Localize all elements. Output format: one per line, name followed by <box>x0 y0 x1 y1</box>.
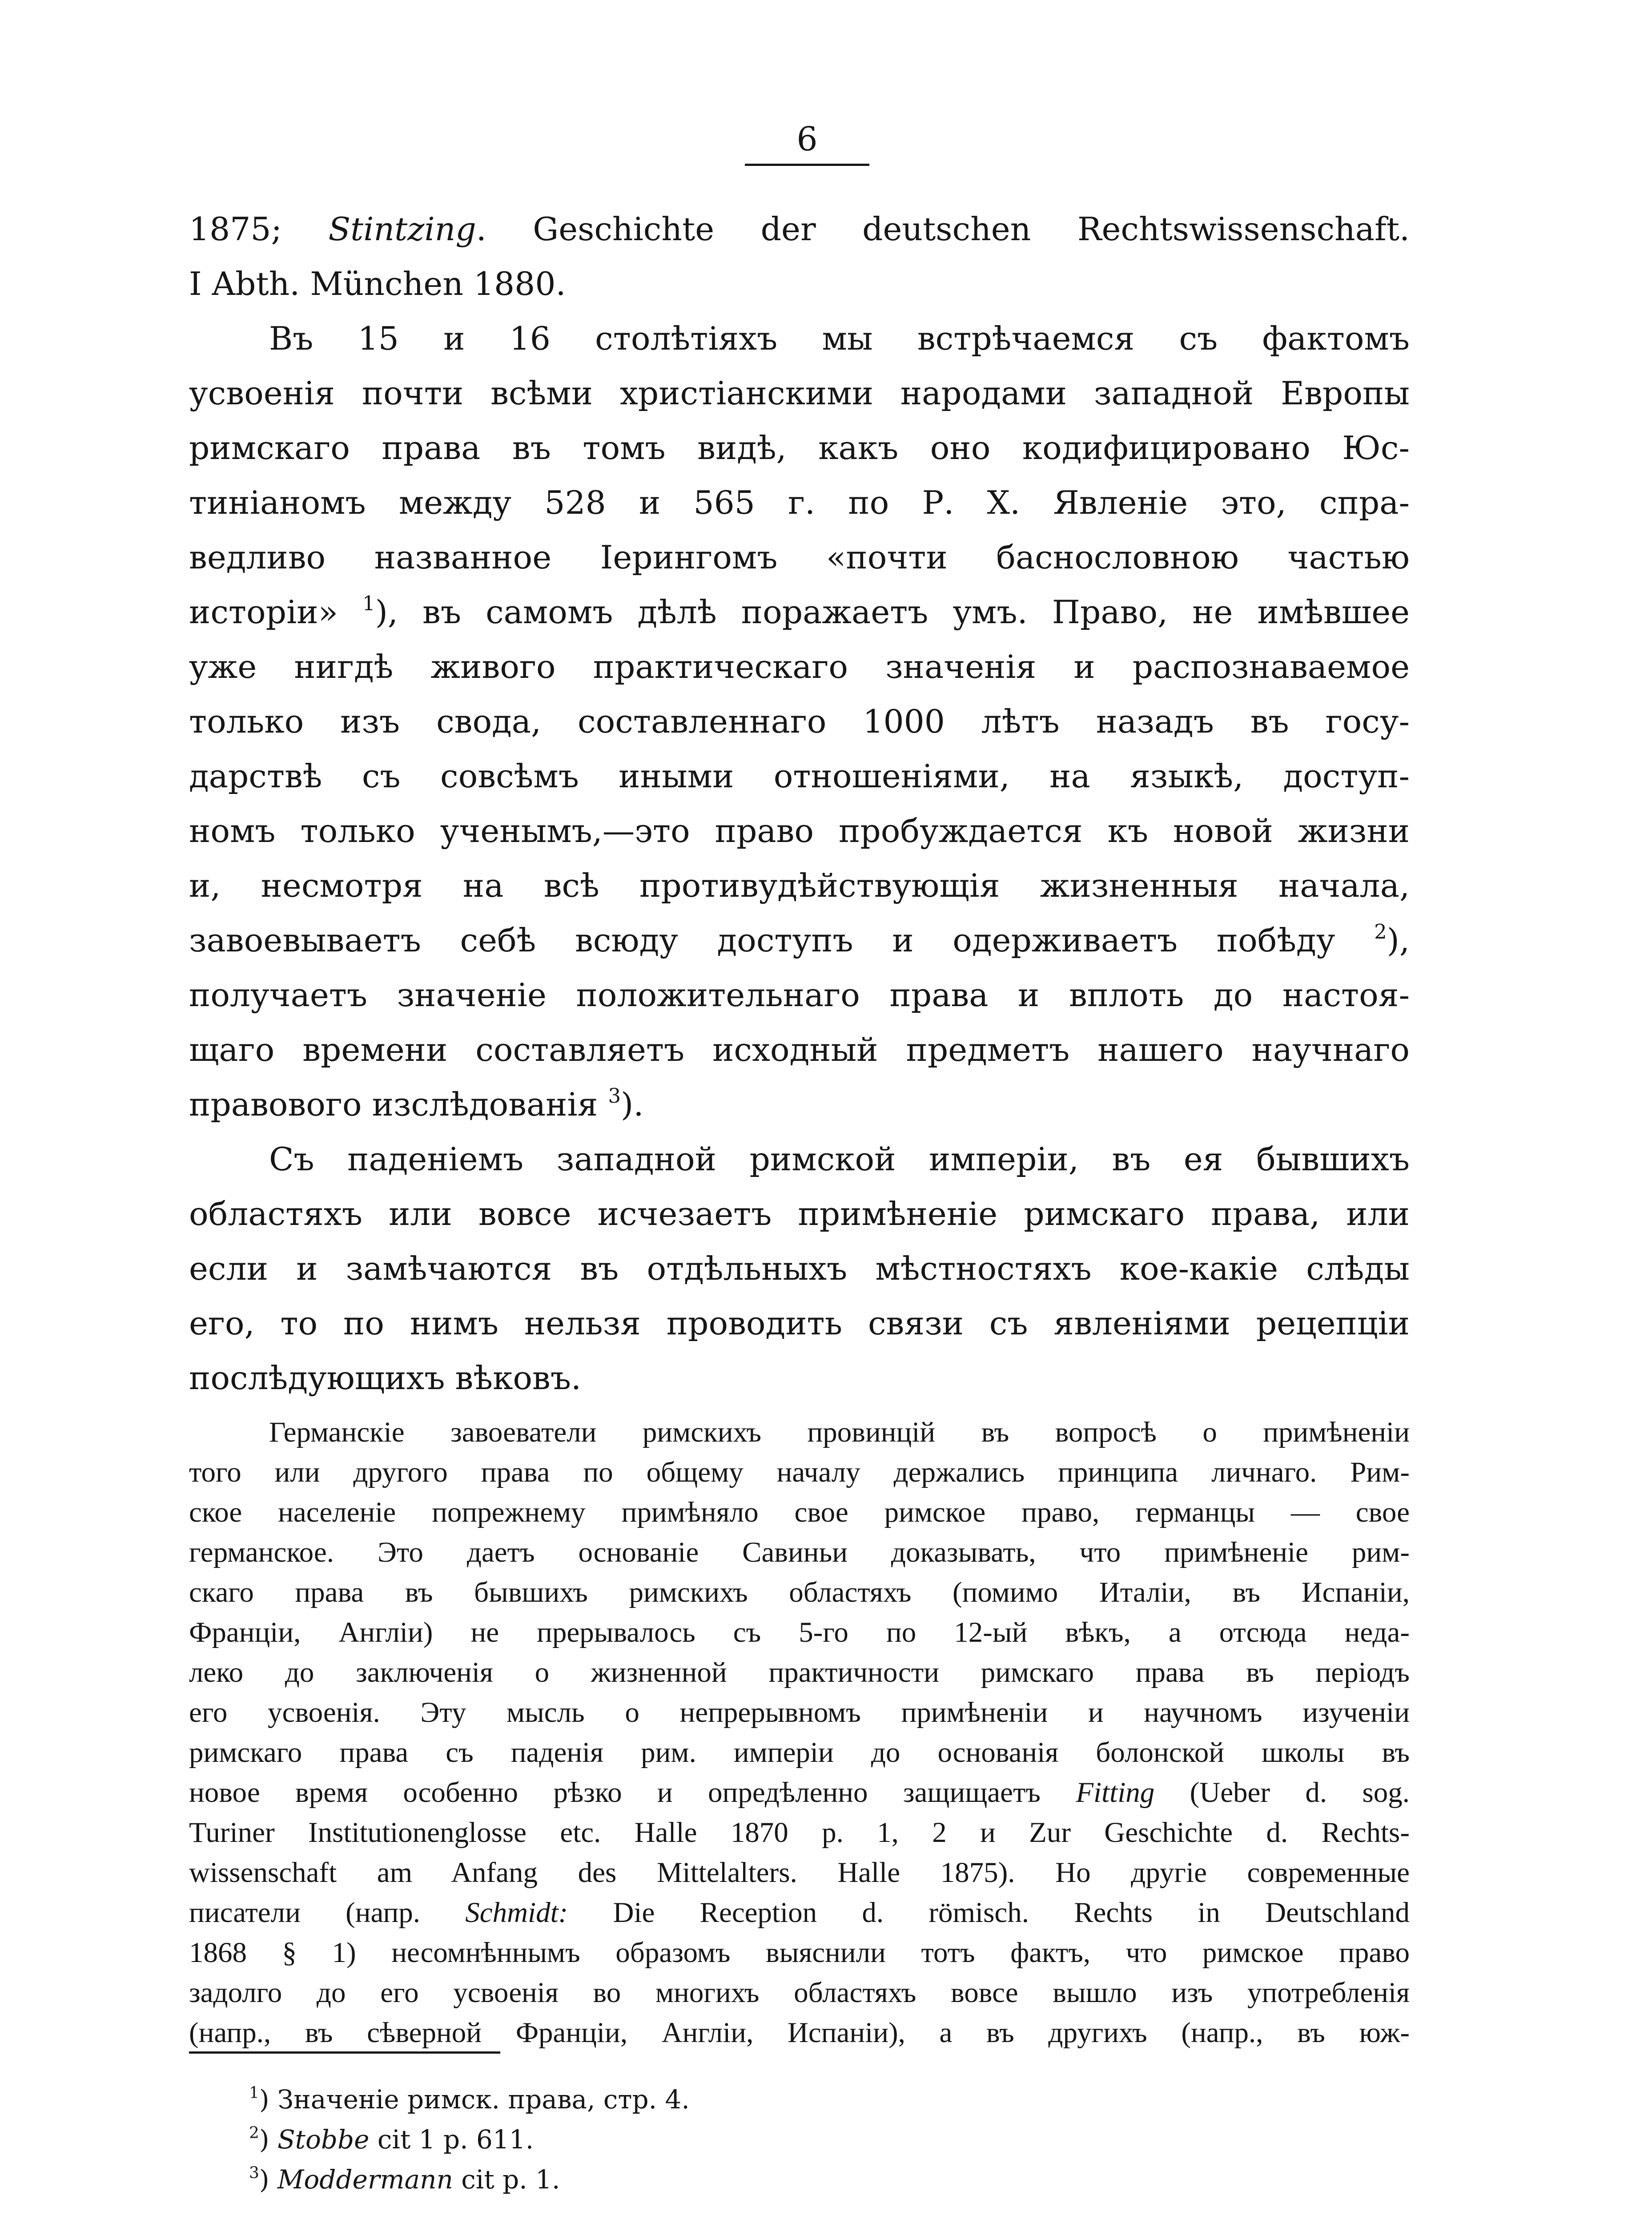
header-rule <box>745 164 869 166</box>
text-line: ское населеніе попрежнему примѣняло свое римское право, германцы — свое <box>189 1496 1410 1528</box>
paragraph-1 <box>189 312 1410 1132</box>
text-line: только изъ свода, составленнаго 1000 лѣтъ назадъ въ госу- <box>189 703 1410 741</box>
footnote-ref: 3 <box>608 1084 621 1108</box>
paragraph-2 <box>189 1132 1410 1406</box>
text-line: его усвоенія. Эту мысль о непрерывномъ примѣненіи и научномъ изученіи <box>189 1696 1410 1728</box>
text-line: правового изслѣдованія $^3$). <box>189 1084 644 1124</box>
text-line: новое время особенно рѣзко и опредѣленно защищаетъ Fitting (Ueber d. sog. <box>189 1777 1410 1809</box>
footnote-ref: 1 <box>362 591 375 615</box>
footnote-block <box>189 1412 1410 2053</box>
text-line: Франціи, Англіи) не прерывалось съ 5-го по 12-ый вѣкъ, а отсюда неда- <box>189 1616 1410 1648</box>
text-line: щаго времени составляетъ исходный предметъ нашего научнаго <box>189 1031 1410 1069</box>
footnote-1: $^1$) Значеніе римск. права, стр. 4. <box>249 2083 690 2115</box>
text-line: римскаго права съ паденія рим. имперіи до основанія болонской школы въ <box>189 1736 1410 1769</box>
text-line: завоевываетъ себѣ всюду доступъ и одерживаетъ побѣду $^2$), <box>189 919 1410 959</box>
text-line: и, несмотря на всѣ противудѣйствующія жизненныя начала, <box>189 867 1410 905</box>
footnote-2: $^2$) Stobbe cit 1 p. 611. <box>249 2123 534 2155</box>
footnotes-rule <box>189 2051 500 2054</box>
text-line: писатели (напр. Schmidt: Die Reception d. römisch. Rechts in Deutschland <box>189 1897 1410 1929</box>
text-line: Въ 15 и 16 столѣтіяхъ мы встрѣчаемся съ фактомъ <box>269 320 1410 358</box>
footnote-3: $^3$) Moddermann cit p. 1. <box>249 2164 560 2195</box>
text-line: (напр., въ сѣверной Франціи, Англіи, Испаніи), а въ другихъ (напр., въ юж- <box>189 2017 1410 2049</box>
author-name: Schmidt: <box>465 1897 568 1929</box>
text-line: 1875; Stintzing. Geschichte der deutschen Rechtswissenschaft. <box>189 211 1410 248</box>
text-line: получаетъ значеніе положительнаго права и вплоть до настоя- <box>189 977 1410 1014</box>
text-line: уже нигдѣ живого практическаго значенія и распознаваемое <box>189 649 1410 686</box>
opening-citation <box>189 202 1410 312</box>
text-line: римскаго права въ томъ видѣ, какъ оно кодифицировано Юс- <box>189 430 1410 467</box>
text-line: леко до заключенія о жизненной практичности римскаго права въ періодъ <box>189 1656 1410 1688</box>
page-number: 6 <box>796 120 818 158</box>
text-line: ведливо названное Іерингомъ «почти баснословною частью <box>189 539 1410 576</box>
text-line: номъ только ученымъ,—это право пробуждается къ новой жизни <box>189 813 1410 850</box>
footnotes <box>249 2079 690 2200</box>
text-line: дарствѣ съ совсѣмъ иными отношеніями, на языкѣ, доступ- <box>189 758 1410 795</box>
text-line: того или другого права по общему началу держались принципа личнаго. Рим- <box>189 1456 1410 1488</box>
text-line: областяхъ или вовсе исчезаетъ примѣненіе римскаго права, или <box>189 1196 1410 1233</box>
text-line: послѣдующихъ вѣковъ. <box>189 1360 582 1397</box>
text-line: исторіи» $^1$), въ самомъ дѣлѣ поражаетъ умъ. Право, не имѣвшее <box>189 591 1410 631</box>
author-name: Stintzing <box>328 211 476 248</box>
text-line: если и замѣчаются въ отдѣльныхъ мѣстностяхъ кое-какіе слѣды <box>189 1250 1410 1288</box>
text-line: германское. Это даетъ основаніе Савиньи доказывать, что примѣненіе рим- <box>189 1536 1410 1568</box>
text-line: Turiner Institutionenglosse etc. Halle 1870 p. 1, 2 и Zur Geschichte d. Rechts- <box>189 1817 1410 1849</box>
text-line: wissenschaft am Anfang des Mittelalters. Halle 1875). Но другіе современные <box>189 1857 1410 1889</box>
text-line: 1868 § 1) несомнѣннымъ образомъ выяснили тотъ фактъ, что римское право <box>189 1937 1410 1969</box>
text-line: Германскіе завоеватели римскихъ провинцій въ вопросѣ о примѣненіи <box>269 1416 1410 1448</box>
text-line: I Abth. München 1880. <box>189 266 566 303</box>
text-line: его, то по нимъ нельзя проводить связи съ явленіями рецепціи <box>189 1305 1410 1342</box>
footnote-ref: 2 <box>1374 919 1387 943</box>
author-name: Fitting <box>1076 1777 1155 1809</box>
text-line: скаго права въ бывшихъ римскихъ областяхъ (помимо Италіи, въ Испаніи, <box>189 1576 1410 1608</box>
text-line: Съ паденіемъ западной римской имперіи, въ ея бывшихъ <box>269 1141 1410 1178</box>
text-line: задолго до его усвоенія во многихъ областяхъ вовсе вышло изъ употребленія <box>189 1977 1410 2009</box>
text-line: тиніаномъ между 528 и 565 г. по Р. Х. Явленіе это, спра- <box>189 484 1410 522</box>
text-line: усвоенія почти всѣми христіанскими народами западной Европы <box>189 375 1410 412</box>
